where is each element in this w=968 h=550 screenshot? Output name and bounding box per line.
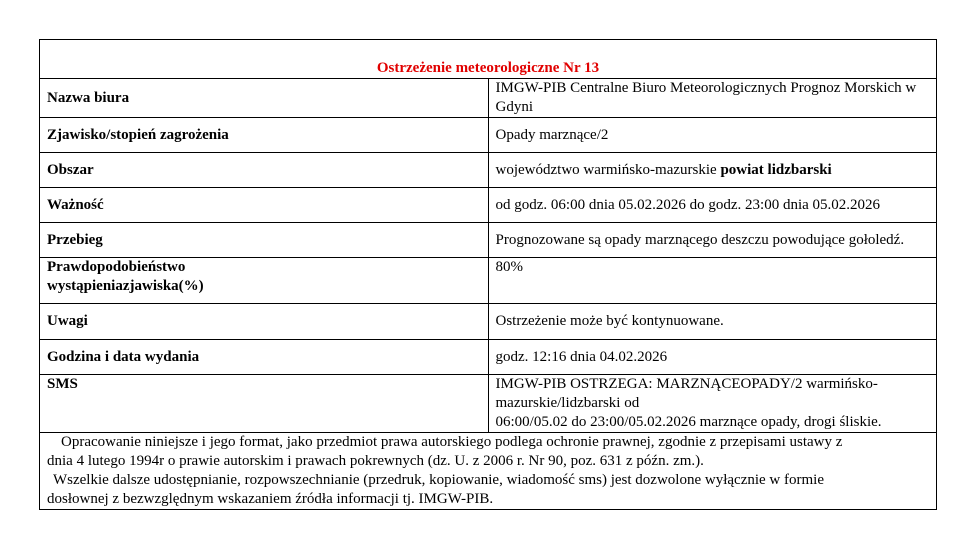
issue-time-value: godz. 12:16 dnia 04.02.2026 — [488, 340, 937, 375]
table-row — [40, 153, 937, 188]
course-value: Prognozowane są opady marznącego deszczu powodujące gołoledź. — [488, 223, 937, 258]
table-row — [40, 375, 937, 433]
warning-title: Ostrzeżenie meteorologiczne Nr 13 — [40, 40, 937, 79]
table-row — [40, 223, 937, 258]
table-row — [40, 188, 937, 223]
table-row — [40, 79, 937, 118]
area-region: województwo warmińsko-mazurskie — [495, 161, 717, 178]
area-label: Obszar — [40, 153, 489, 188]
copyright-footer — [40, 433, 937, 510]
distribution-line: Wszelkie dalsze udostępnianie, rozpowszechnianie (przedruk, kopiowanie, wiadomość sms) jest dozwolone wyłącznie w formie — [53, 472, 824, 488]
sms-value: IMGW-PIB OSTRZEGA: MARZNĄCEOPADY/2 warmińsko-mazurskie/lidzbarski od 06:00/05.02 do 23:00/05.02.2026 marznące opady, drogi śliskie. — [488, 375, 937, 433]
office-value: IMGW-PIB Centralne Biuro Meteorologicznych Prognoz Morskich w Gdyni — [488, 79, 937, 118]
sms-label: SMS — [40, 375, 489, 433]
copyright-line: Opracowanie niniejsze i jego format, jako przedmiot prawa autorskiego podlega ochronie prawnej, zgodnie z przepisami ustawy z — [61, 434, 843, 450]
table-row — [40, 340, 937, 375]
area-value — [488, 153, 937, 188]
phenomenon-value: Opady marznące/2 — [488, 118, 937, 153]
phenomenon-label: Zjawisko/stopień zagrożenia — [40, 118, 489, 153]
probability-label: Prawdopodobieństwo wystąpieniazjawiska(%) — [40, 258, 489, 304]
issue-time-label: Godzina i data wydania — [40, 340, 489, 375]
area-county: powiat lidzbarski — [720, 161, 832, 178]
course-label: Przebieg — [40, 223, 489, 258]
warning-table — [39, 39, 937, 510]
probability-value: 80% — [488, 258, 937, 304]
validity-label: Ważność — [40, 188, 489, 223]
table-row — [40, 304, 937, 340]
validity-value: od godz. 06:00 dnia 05.02.2026 do godz. 23:00 dnia 05.02.2026 — [488, 188, 937, 223]
remarks-value: Ostrzeżenie może być kontynuowane. — [488, 304, 937, 340]
table-row — [40, 258, 937, 304]
office-label: Nazwa biura — [40, 79, 489, 118]
copyright-line: dnia 4 lutego 1994r o prawie autorskim i prawach pokrewnych (dz. U. z 2006 r. Nr 90, poz. 631 z późn. zm.). — [47, 453, 704, 469]
table-row — [40, 118, 937, 153]
warning-document — [39, 39, 937, 510]
remarks-label: Uwagi — [40, 304, 489, 340]
distribution-line: dosłownej z bezwzględnym wskazaniem źródła informacji tj. IMGW-PIB. — [47, 491, 494, 507]
